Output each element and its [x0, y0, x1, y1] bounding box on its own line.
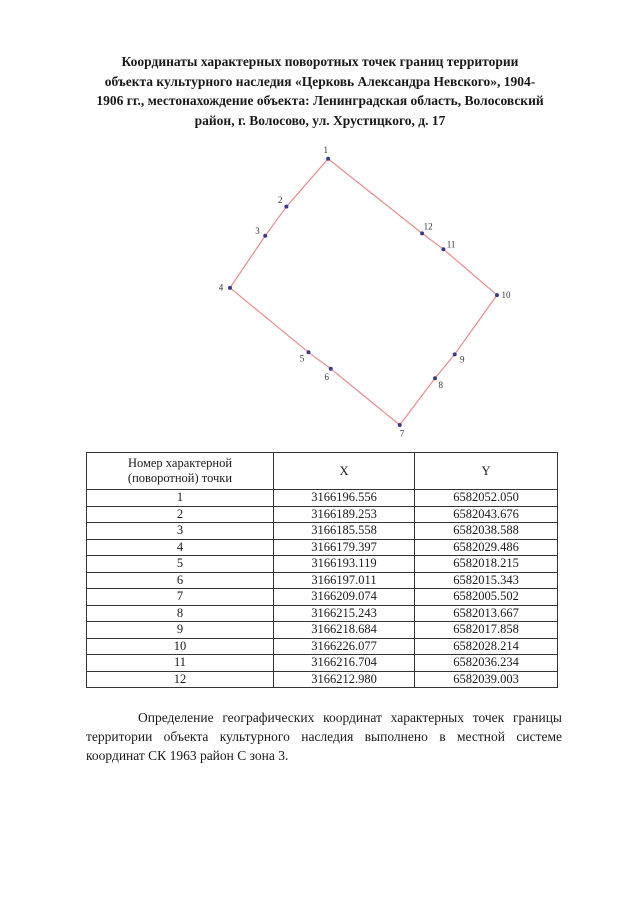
table-row — [87, 671, 558, 688]
table-row — [87, 589, 558, 606]
header-point-line2: (поворотной) точки — [127, 471, 233, 485]
cell-n: 7 — [87, 589, 274, 606]
cell-n: 6 — [87, 572, 274, 589]
cell-n: 9 — [87, 622, 274, 639]
cell-n: 1 — [87, 490, 274, 507]
table-row — [87, 490, 558, 507]
cell-y: 6582043.676 — [415, 506, 558, 523]
boundary-point-label: 8 — [438, 380, 444, 391]
boundary-point — [398, 423, 402, 427]
boundary-point — [228, 286, 232, 290]
cell-n: 4 — [87, 539, 274, 556]
coordinates-table — [86, 452, 558, 688]
boundary-point — [441, 247, 445, 251]
cell-x: 3166189.253 — [274, 506, 415, 523]
boundary-point-label: 2 — [278, 195, 283, 205]
boundary-point-label: 3 — [255, 226, 260, 237]
table-row — [87, 539, 558, 556]
cell-n: 12 — [87, 671, 274, 688]
boundary-point — [329, 367, 333, 371]
cell-y: 6582052.050 — [415, 490, 558, 507]
boundary-points — [228, 157, 499, 427]
table-row — [87, 556, 558, 573]
header-x: X — [274, 453, 415, 490]
boundary-point-label: 4 — [218, 282, 224, 293]
boundary-point-label: 7 — [399, 428, 405, 439]
boundary-point — [495, 293, 499, 297]
boundary-plan — [0, 140, 640, 440]
title-line: Координаты характерных поворотных точек границ территории — [121, 54, 519, 69]
title-line: район, г. Волосово, ул. Хрустицкого, д. 17 — [194, 112, 446, 128]
table-row — [87, 622, 558, 639]
cell-y: 6582028.214 — [415, 638, 558, 655]
table-header-row — [87, 453, 558, 490]
boundary-point — [453, 352, 457, 356]
table-row — [87, 605, 558, 622]
boundary-point-label: 6 — [324, 371, 330, 382]
cell-x: 3166197.011 — [274, 572, 415, 589]
cell-y: 6582015.343 — [415, 572, 558, 589]
coordinates-table-body — [87, 490, 558, 688]
boundary-point — [263, 234, 267, 238]
cell-x: 3166185.558 — [274, 523, 415, 540]
cell-y: 6582029.486 — [415, 539, 558, 556]
cell-y: 6582017.858 — [415, 622, 558, 639]
cell-x: 3166216.704 — [274, 655, 415, 672]
boundary-point — [306, 350, 310, 354]
table-row — [87, 655, 558, 672]
cell-y: 6582013.667 — [415, 605, 558, 622]
cell-y: 6582036.234 — [415, 655, 558, 672]
boundary-point-label: 12 — [423, 221, 433, 232]
cell-x: 3166196.556 — [274, 490, 415, 507]
cell-n: 10 — [87, 638, 274, 655]
cell-x: 3166218.684 — [274, 622, 415, 639]
table-row — [87, 506, 558, 523]
boundary-point-label: 11 — [446, 239, 456, 250]
boundary-point-label: 1 — [323, 145, 328, 156]
document-title — [70, 52, 570, 130]
cell-y: 6582018.215 — [415, 556, 558, 573]
cell-n: 8 — [87, 605, 274, 622]
boundary-point — [326, 157, 330, 161]
table-row — [87, 523, 558, 540]
cell-x: 3166215.243 — [274, 605, 415, 622]
cell-n: 2 — [87, 506, 274, 523]
boundary-point-labels — [219, 145, 511, 439]
cell-n: 11 — [87, 655, 274, 672]
boundary-point-label: 5 — [299, 353, 305, 364]
boundary-polygon — [230, 159, 497, 425]
cell-n: 5 — [87, 556, 274, 573]
footnote-paragraph: Определение географических координат характерных точек границы территории объекта культурного наследия выполнено в местной системе координат СК 1963 район С зона 3. — [86, 710, 562, 763]
header-point-number — [87, 453, 274, 490]
title-line: 1906 гг., местонахождение объекта: Ленинградская область, Волосовский — [96, 93, 544, 108]
boundary-point-label: 9 — [459, 354, 465, 365]
boundary-point — [433, 376, 437, 380]
header-point-line1: Номер характерной — [127, 456, 233, 470]
boundary-point-label: 10 — [501, 290, 511, 301]
table-row — [87, 638, 558, 655]
cell-x: 3166179.397 — [274, 539, 415, 556]
boundary-point — [420, 231, 424, 235]
cell-x: 3166212.980 — [274, 671, 415, 688]
boundary-point — [284, 205, 288, 209]
cell-x: 3166209.074 — [274, 589, 415, 606]
cell-x: 3166226.077 — [274, 638, 415, 655]
header-y: Y — [415, 453, 558, 490]
cell-y: 6582038.588 — [415, 523, 558, 540]
cell-x: 3166193.119 — [274, 556, 415, 573]
cell-n: 3 — [87, 523, 274, 540]
cell-y: 6582039.003 — [415, 671, 558, 688]
table-row — [87, 572, 558, 589]
cell-y: 6582005.502 — [415, 589, 558, 606]
title-line: объекта культурного наследия «Церковь Александра Невского», 1904- — [104, 73, 536, 89]
